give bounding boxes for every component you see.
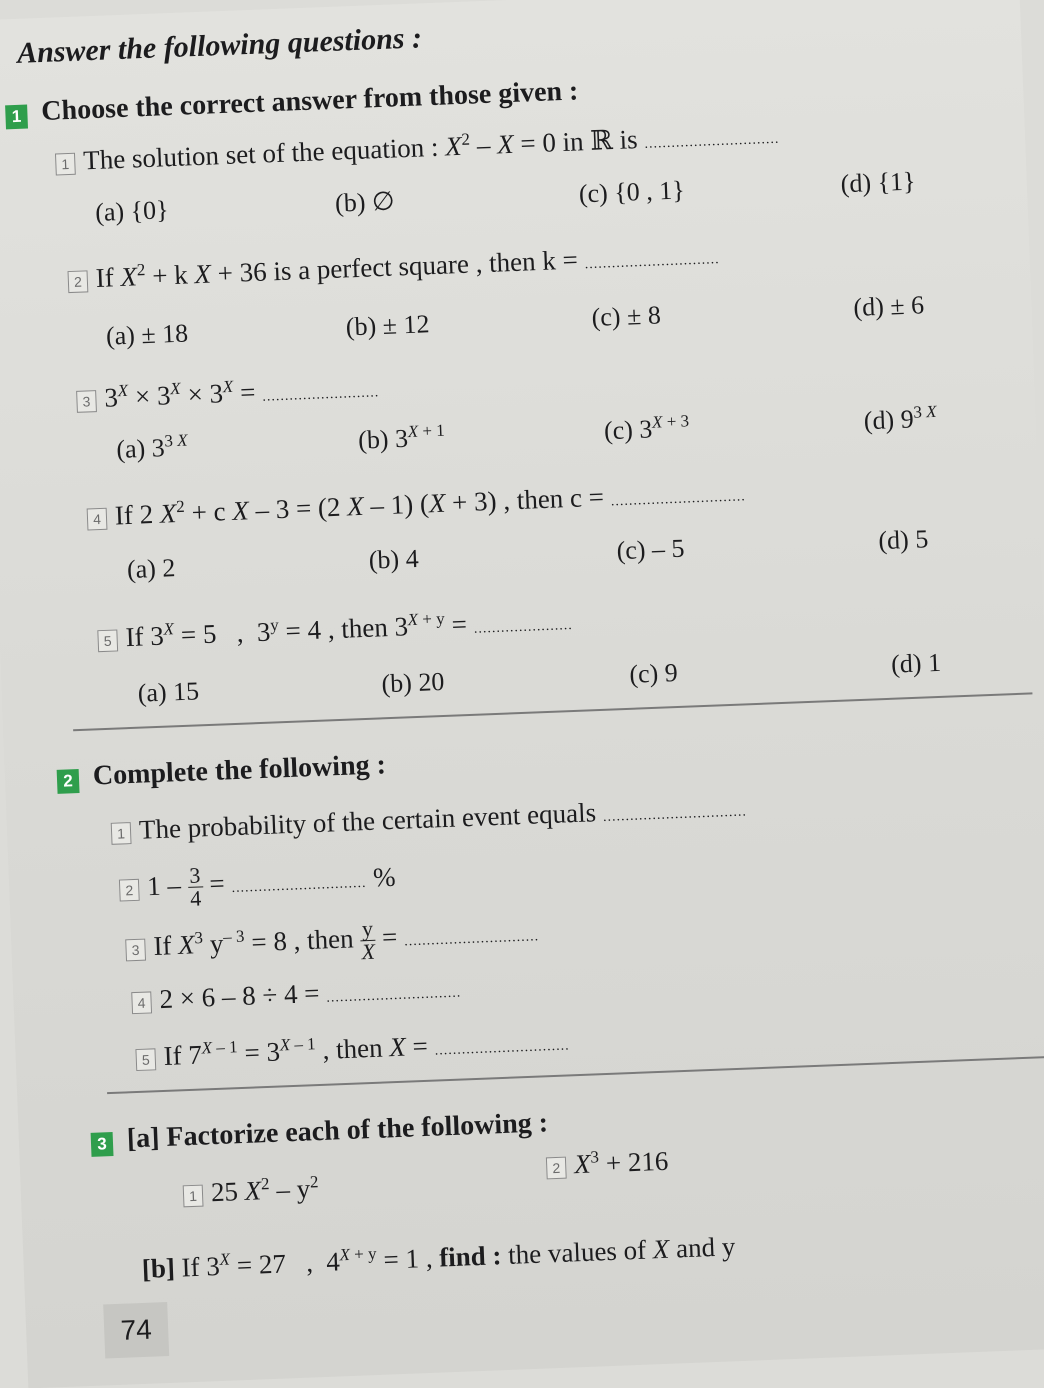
answer-blank[interactable]: ..............................	[403, 929, 540, 950]
answer-blank[interactable]: ..............................	[610, 489, 747, 510]
section-number: 1	[5, 105, 28, 130]
answer-blank[interactable]: ......................	[473, 617, 574, 637]
section-title: Choose the correct answer from those given :	[40, 75, 579, 127]
section-2-heading	[56, 749, 386, 794]
section-1-heading	[5, 75, 579, 129]
answer-blank[interactable]: ..............................	[231, 875, 367, 896]
question-2-5: 5 If $7^{X - 1} = 3^{X - 1}$ , then X = ..............................	[135, 1024, 570, 1073]
question-number: 3	[125, 938, 146, 961]
question-3a-2: 2 $X^3 + 216$	[546, 1145, 669, 1182]
section-3-heading	[90, 1107, 548, 1157]
option-c[interactable]: (c) $3^{X + 3}$	[603, 411, 690, 446]
answer-blank[interactable]: ..............................	[584, 252, 720, 273]
question-2-4: 4 2 × 6 – 8 ÷ 4 = ..............................	[131, 973, 462, 1017]
section-divider	[73, 692, 1032, 730]
section-title: [a] Factorize each of the following :	[126, 1107, 549, 1155]
option-c[interactable]: (c) ± 8	[591, 300, 662, 333]
question-3a-1: 1 25 $X^2 - y^2$	[182, 1172, 319, 1209]
option-b[interactable]: (b) 20	[381, 666, 445, 699]
question-number: 2	[67, 270, 88, 293]
option-b[interactable]: (b) ± 12	[345, 309, 430, 342]
question-1-5: 5 If $3^X = 5$ , $3^y = 4$ , then $3^{X + y}$ = ......................	[97, 604, 573, 654]
answer-blank[interactable]: ..............................	[326, 985, 462, 1006]
option-d[interactable]: (d) ± 6	[852, 290, 925, 322]
question-number: 1	[183, 1184, 204, 1207]
question-number: 5	[97, 629, 118, 652]
option-b[interactable]: (b) ∅	[334, 186, 396, 218]
option-d[interactable]: (d) $9^{3 X}$	[863, 401, 937, 436]
section-title: Complete the following :	[92, 749, 387, 792]
answer-blank[interactable]: ..............................	[434, 1038, 570, 1059]
question-number: 4	[87, 508, 108, 531]
question-1-3: 3 $3^X \times 3^X \times 3^X$ = ..........................	[76, 371, 380, 415]
option-a[interactable]: (a) 15	[137, 676, 200, 708]
question-number: 2	[546, 1156, 567, 1179]
option-c[interactable]: (c) {0 , 1}	[578, 175, 686, 209]
question-number: 2	[119, 878, 140, 901]
option-b[interactable]: (b) 4	[368, 543, 420, 575]
option-a[interactable]: (a) {0}	[94, 195, 170, 227]
question-2-1: 1 The probability of the certain event equals ................................	[110, 791, 747, 846]
question-number: 4	[131, 991, 152, 1014]
option-d[interactable]: (d) {1}	[840, 166, 917, 199]
option-a[interactable]: (a) $3^{3 X}$	[115, 430, 188, 464]
question-number: 1	[55, 153, 76, 176]
question-1-1: 1 The solution set of the equation : $X^2 - X = 0$ in ℝ is ..............................	[55, 118, 780, 178]
option-a[interactable]: (a) 2	[126, 553, 176, 585]
question-1-2: 2 If $X^2 + k$ X + 36 is a perfect square , then k = ..............................	[67, 238, 720, 295]
page-header: Answer the following questions :	[16, 21, 423, 70]
question-2-2: 2 1 – $\frac{3}{4}$ = .............................. %	[118, 857, 396, 913]
page-number: 74	[103, 1302, 169, 1358]
option-a[interactable]: (a) ± 18	[105, 318, 189, 351]
option-c[interactable]: (c) – 5	[616, 533, 686, 566]
section-number: 3	[91, 1132, 114, 1157]
question-number: 1	[111, 822, 132, 845]
option-d[interactable]: (d) 1	[890, 647, 942, 679]
question-number: 3	[76, 390, 97, 413]
option-c[interactable]: (c) 9	[628, 657, 679, 689]
question-1-4: 4 If 2 $X^2 + c$ X – 3 = (2 X – 1) (X + 3) , then c = ..............................	[86, 475, 746, 532]
option-d[interactable]: (d) 5	[877, 524, 929, 556]
option-b[interactable]: (b) $3^{X + 1}$	[357, 420, 446, 455]
answer-blank[interactable]: ................................	[602, 804, 748, 825]
question-3b: [b] If $3^X = 27$ , $4^{X + y} = 1$ , find : the values of X and y	[141, 1231, 736, 1284]
question-number: 5	[135, 1048, 156, 1071]
section-number: 2	[57, 769, 80, 794]
answer-blank[interactable]: ..............................	[644, 131, 780, 152]
question-2-3: 3 If $X^3$ $y^{- 3} = 8$ , then $\frac{y}{X}$ = ..............................	[125, 912, 540, 973]
answer-blank[interactable]: ..........................	[262, 385, 380, 405]
